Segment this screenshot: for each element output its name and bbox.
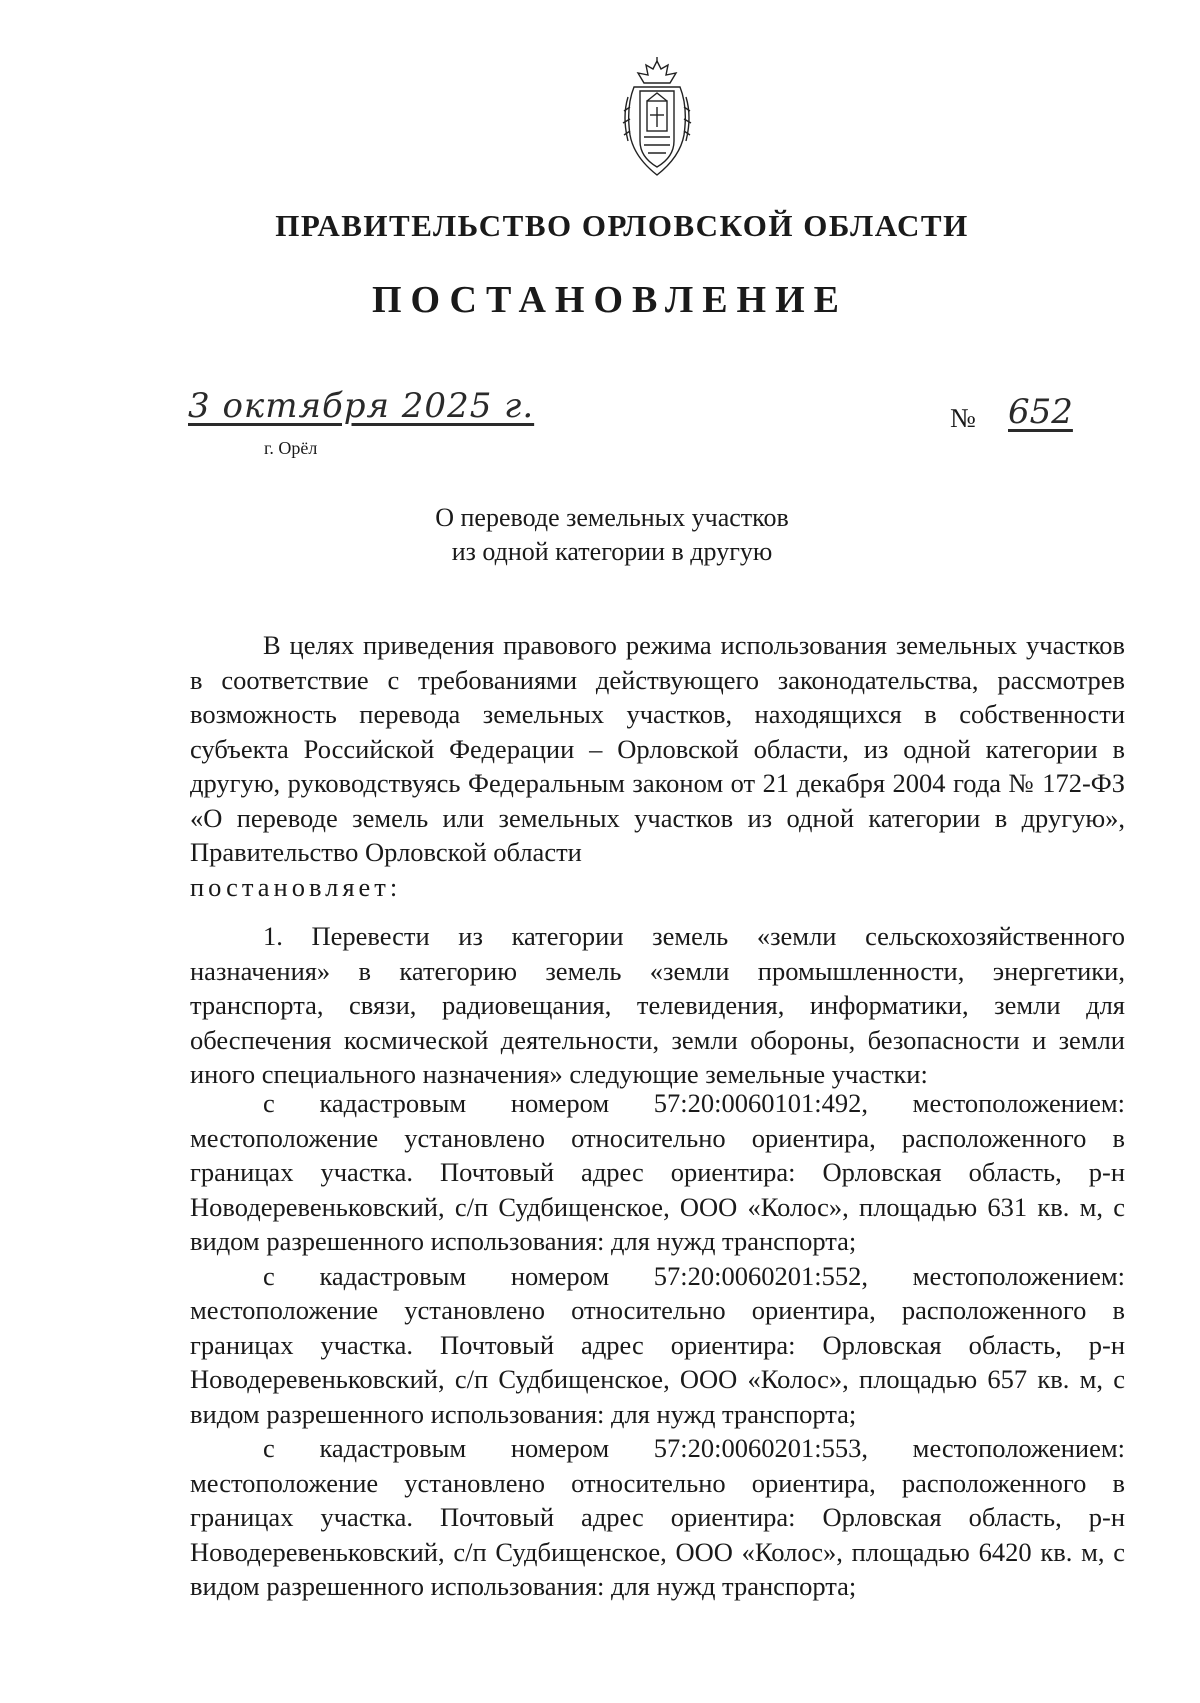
item-1 [190, 919, 1125, 1092]
document-type-title: ПОСТАНОВЛЕНИЕ [371, 279, 849, 321]
handwritten-date: 3 октября 2025 г. [188, 386, 535, 426]
plot-item: с кадастровым номером 57:20:0060201:552, местоположением: местоположение установлено относительно ориентира, расположенного в границах участка. Почтовый адрес ориентира: Орловская область, р-н Новодеревеньковский, с/п Судбищенское, ООО «Колос», площадью 657 кв. м, с видом разрешенного использования: для нужд транспорта; [190, 1260, 1125, 1429]
preamble [190, 628, 1125, 904]
plot-list [190, 1086, 1125, 1604]
item-1-text: 1. Перевести из категории земель «земли сельскохозяйственного назначения» в категорию земель «земли промышленности, энергетики, транспорта, связи, радиовещания, телевидения, информатики, земли для обеспечения космической деятельности, земли обороны, безопасности и земли иного специального назначения» следующие земельные участки: [190, 921, 1125, 1089]
preamble-text: В целях приведения правового режима использования земельных участков в соответствие с требованиями действующего законодательства, рассмотрев возможность перевода земельных участков, находящихся в собственности субъекта Российской Федерации – Орловской области, из одной категории в другую, руководствуясь Федеральным законом от 21 декабря 2004 года № 172-ФЗ «О переводе земель или земельных участков из одной категории в другую», Правительство Орловской области [190, 630, 1125, 867]
coat-of-arms-emblem [620, 57, 694, 179]
city-label: г. Орёл [264, 438, 318, 458]
subject-line-1: О переводе земельных участков [435, 503, 789, 532]
plot-item: с кадастровым номером 57:20:0060101:492, местоположением: местоположение установлено относительно ориентира, расположенного в границах участка. Почтовый адрес ориентира: Орловская область, р-н Новодеревеньковский, с/п Судбищенское, ООО «Колос», площадью 631 кв. м, с видом разрешенного использования: для нужд транспорта; [190, 1088, 1125, 1256]
plot-item: с кадастровым номером 57:20:0060201:553, местоположением: местоположение установлено относительно ориентира, расположенного в границах участка. Почтовый адрес ориентира: Орловская область, р-н Новодеревеньковский, с/п Судбищенское, ООО «Колос», площадью 6420 кв. м, с видом разрешенного использования: для нужд транспорта; [190, 1433, 1125, 1601]
resolves-word: постановляет: [190, 871, 402, 902]
document-subject [0, 501, 1200, 569]
subject-line-2: из одной категории в другую [451, 537, 773, 566]
government-title: ПРАВИТЕЛЬСТВО ОРЛОВСКОЙ ОБЛАСТИ [275, 208, 969, 243]
handwritten-number: 652 [1008, 392, 1073, 432]
number-label: № [950, 403, 976, 433]
